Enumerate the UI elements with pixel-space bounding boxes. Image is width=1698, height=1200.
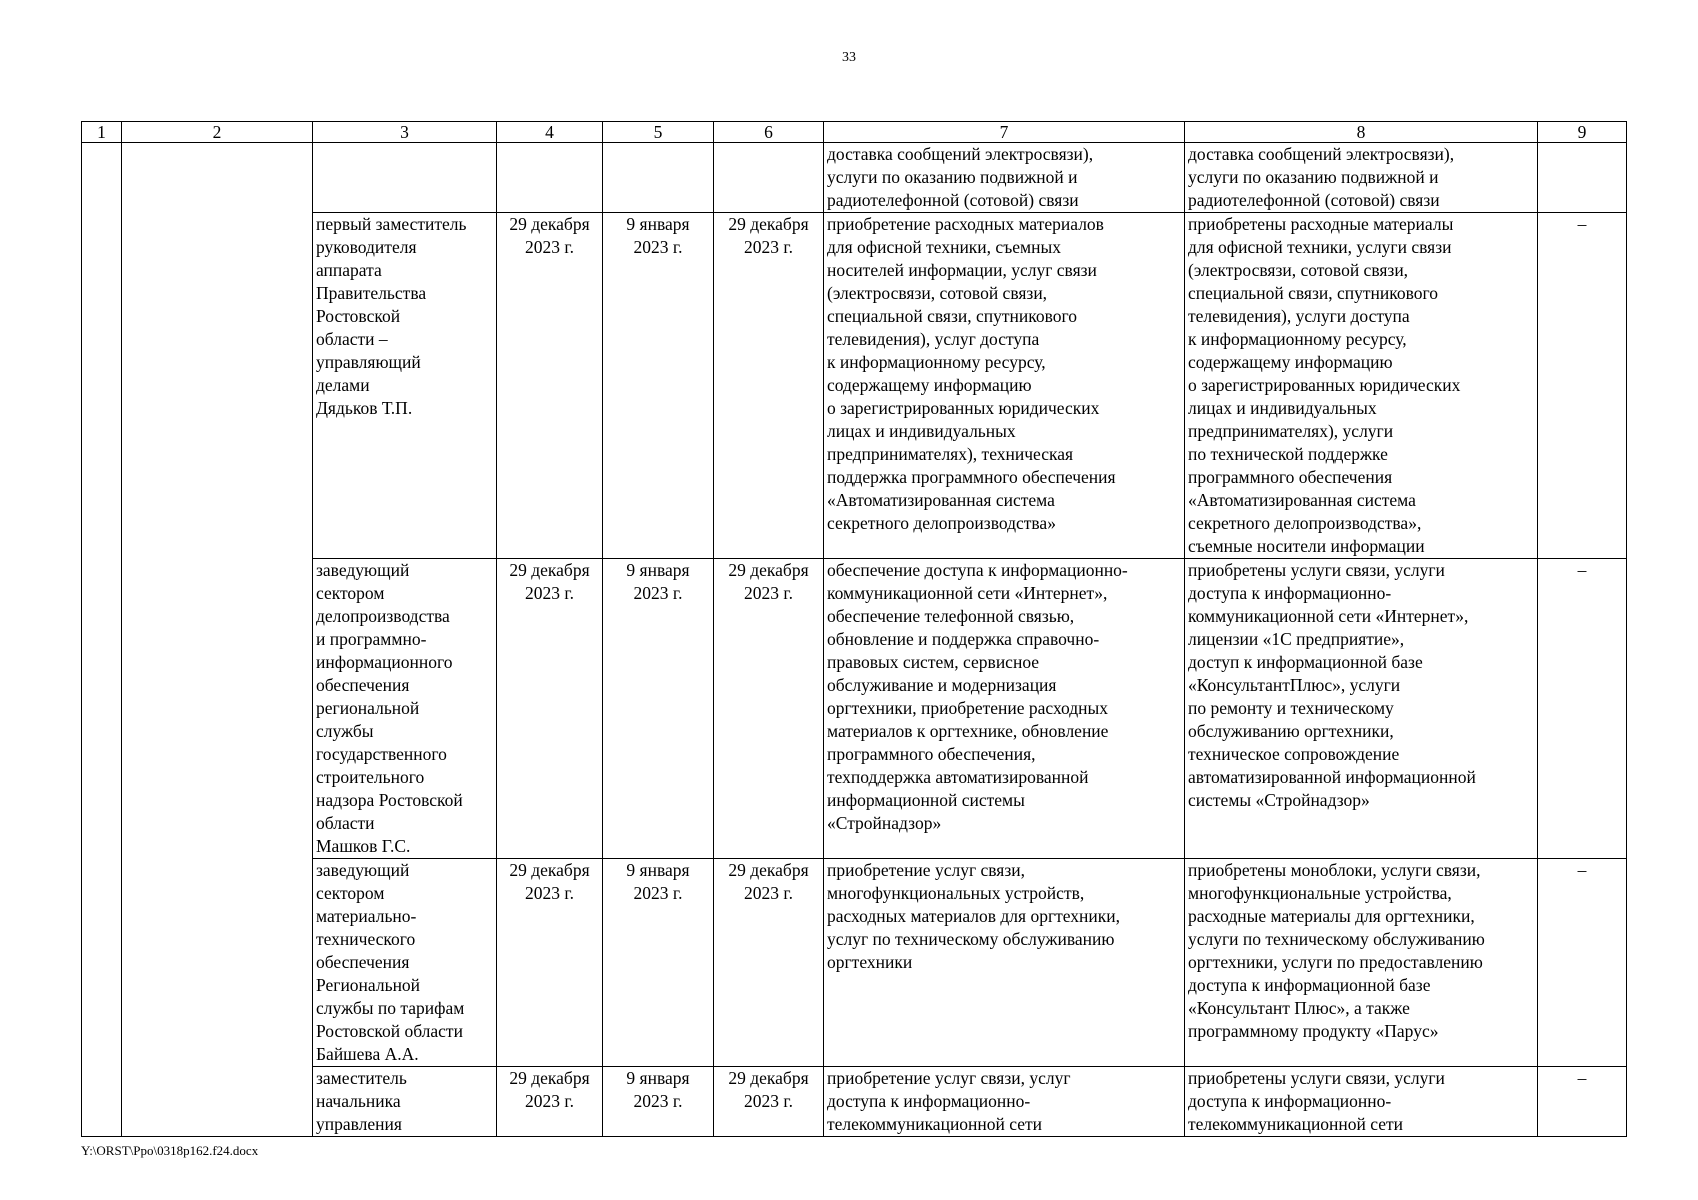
result-cell — [1185, 213, 1538, 559]
cell-text-line: управления — [316, 1114, 402, 1134]
note-cell: – — [1538, 859, 1627, 1067]
cell-text-line: 29 декабря — [509, 1068, 590, 1088]
cell-text-line: специальной связи, спутникового — [1188, 283, 1439, 303]
cell-text-line: обеспечения — [316, 952, 410, 972]
cell-text-line: многофункциональных устройств, — [827, 883, 1085, 903]
cell-text-line: 29 декабря — [728, 1068, 809, 1088]
cell-text-line: по технической поддержке — [1188, 444, 1388, 464]
cell-text-line: приобретены услуги связи, услуги — [1188, 560, 1445, 580]
cell-text-line: 29 декабря — [728, 214, 809, 234]
cell-text-line: обеспечения — [316, 675, 410, 695]
cell-text-line: телекоммуникационной сети — [827, 1114, 1043, 1134]
report-table — [81, 121, 1627, 1137]
cell-text-line: носителей информации, услуг связи — [827, 260, 1097, 280]
table-row — [82, 1067, 1627, 1137]
file-path-footer: Y:\ORST\Ppo\0318p162.f24.docx — [81, 1143, 259, 1158]
cell-text-line: приобретение услуг связи, услуг — [827, 1068, 1071, 1088]
cell-text-line: сектором — [316, 583, 385, 603]
cell-text-line: по ремонту и техническому — [1188, 698, 1394, 718]
cell-text-line: 2023 г. — [633, 883, 683, 903]
note-cell: – — [1538, 213, 1627, 559]
cell-text-line: приобретены услуги связи, услуги — [1188, 1068, 1445, 1088]
cell-text-line: для офисной техники, услуги связи — [1188, 237, 1452, 257]
official-cell — [313, 859, 497, 1067]
column-number: 9 — [1538, 122, 1627, 143]
cell-text-line: области — [316, 813, 375, 833]
cell-text-line: радиотелефонной (сотовой) связи — [827, 190, 1079, 210]
cell-text-line: оргтехники — [827, 952, 913, 972]
planned-measures-cell — [824, 559, 1185, 859]
column-number: 8 — [1185, 122, 1538, 143]
cell-text-line: службы — [316, 721, 374, 741]
cell-text-line: «Стройнадзор» — [827, 813, 942, 833]
cell-text-line: 9 января — [626, 214, 690, 234]
cell-text-line: информационного — [316, 652, 453, 672]
cell-text-line: доступа к информационно- — [1188, 583, 1392, 603]
cell-text-line: коммуникационной сети «Интернет», — [827, 583, 1108, 603]
cell-text-line: Машков Г.С. — [316, 836, 411, 856]
planned-measures-cell — [824, 1067, 1185, 1137]
column-number-row — [82, 122, 1627, 143]
cell-text-line: 2023 г. — [633, 1091, 683, 1111]
cell-text-line: области – — [316, 329, 388, 349]
cell-text-line: радиотелефонной (сотовой) связи — [1188, 190, 1440, 210]
note-cell: – — [1538, 1067, 1627, 1137]
cell-text-line: 2023 г. — [633, 237, 683, 257]
mid-date-cell — [603, 143, 714, 213]
planned-measures-cell — [824, 143, 1185, 213]
cell-text-line: программного обеспечения — [1188, 467, 1393, 487]
column-number: 6 — [714, 122, 824, 143]
cell-text-line: лицах и индивидуальных — [827, 421, 1016, 441]
cell-text-line: 2023 г. — [525, 1091, 574, 1111]
end-date-cell — [714, 1067, 824, 1137]
cell-text-line: услуги по техническому обслуживанию — [1188, 929, 1485, 949]
official-cell — [313, 1067, 497, 1137]
cell-text-line: услуг по техническому обслуживанию — [827, 929, 1115, 949]
cell-text-line: «КонсультантПлюс», услуги — [1188, 675, 1401, 695]
cell-text-line: Ростовской — [316, 306, 401, 326]
cell-text-line: лицах и индивидуальных — [1188, 398, 1377, 418]
cell-text-line: поддержка программного обеспечения — [827, 467, 1116, 487]
start-date-cell — [497, 143, 603, 213]
result-cell — [1185, 559, 1538, 859]
end-date-cell — [714, 559, 824, 859]
note-cell — [1538, 143, 1627, 213]
cell-text-line: 29 декабря — [509, 214, 590, 234]
cell-text-line: доставка сообщений электросвязи), — [1188, 144, 1455, 164]
planned-measures-cell — [824, 213, 1185, 559]
cell-text-line: к информационному ресурсу, — [827, 352, 1046, 372]
start-date-cell — [497, 213, 603, 559]
cell-text-line: к информационному ресурсу, — [1188, 329, 1407, 349]
cell-text-line: доступа к информационной базе — [1188, 975, 1431, 995]
cell-text-line: «Автоматизированная система — [827, 490, 1055, 510]
cell-text-line: 9 января — [626, 1068, 690, 1088]
start-date-cell — [497, 1067, 603, 1137]
cell-text-line: строительного — [316, 767, 425, 787]
column-2-merged-cell — [122, 143, 313, 1137]
cell-text-line: (электросвязи, сотовой связи, — [1188, 260, 1409, 280]
cell-text-line: предпринимателях), услуги — [1188, 421, 1394, 441]
cell-text-line: материалов к оргтехнике, обновление — [827, 721, 1109, 741]
cell-text-line: оргтехники, приобретение расходных — [827, 698, 1109, 718]
cell-text-line: 29 декабря — [509, 560, 590, 580]
cell-text-line: телевидения), услуг доступа — [827, 329, 1040, 349]
cell-text-line: Правительства — [316, 283, 427, 303]
cell-text-line: 29 декабря — [728, 860, 809, 880]
cell-text-line: техническое сопровождение — [1188, 744, 1400, 764]
cell-text-line: заведующий — [316, 860, 410, 880]
column-number: 4 — [497, 122, 603, 143]
cell-text-line: и программно- — [316, 629, 427, 649]
column-number: 7 — [824, 122, 1185, 143]
cell-text-line: 9 января — [626, 860, 690, 880]
cell-text-line: телевидения), услуги доступа — [1188, 306, 1410, 326]
cell-text-line: заместитель — [316, 1068, 407, 1088]
column-1-merged-cell — [82, 143, 122, 1137]
official-cell — [313, 143, 497, 213]
cell-text-line: Ростовской области — [316, 1021, 463, 1041]
cell-text-line: 2023 г. — [744, 883, 793, 903]
cell-text-line: «Консультант Плюс», а также — [1188, 998, 1410, 1018]
cell-text-line: обеспечение телефонной связью, — [827, 606, 1075, 626]
table-row — [82, 559, 1627, 859]
cell-text-line: содержащему информацию — [827, 375, 1032, 395]
cell-text-line: 2023 г. — [525, 237, 574, 257]
cell-text-line: первый заместитель — [316, 214, 467, 234]
cell-text-line: коммуникационной сети «Интернет», — [1188, 606, 1469, 626]
cell-text-line: приобретены расходные материалы — [1188, 214, 1454, 234]
cell-text-line: правовых систем, сервисное — [827, 652, 1040, 672]
cell-text-line: руководителя — [316, 237, 417, 257]
cell-text-line: лицензии «1С предприятие», — [1188, 629, 1405, 649]
table-row — [82, 859, 1627, 1067]
cell-text-line: Дядьков Т.П. — [316, 398, 413, 418]
cell-text-line: секретного делопроизводства» — [827, 513, 1056, 533]
cell-text-line: специальной связи, спутникового — [827, 306, 1078, 326]
cell-text-line: обновление и поддержка справочно- — [827, 629, 1100, 649]
mid-date-cell — [603, 213, 714, 559]
cell-text-line: сектором — [316, 883, 385, 903]
cell-text-line: расходные материалы для оргтехники, — [1188, 906, 1475, 926]
column-number: 3 — [313, 122, 497, 143]
cell-text-line: приобретены моноблоки, услуги связи, — [1188, 860, 1481, 880]
official-cell — [313, 213, 497, 559]
cell-text-line: приобретение расходных материалов — [827, 214, 1104, 234]
cell-text-line: содержащему информацию — [1188, 352, 1393, 372]
cell-text-line: программного обеспечения, — [827, 744, 1036, 764]
cell-text-line: доступа к информационно- — [1188, 1091, 1392, 1111]
cell-text-line: обеспечение доступа к информационно- — [827, 560, 1128, 580]
mid-date-cell — [603, 559, 714, 859]
column-number: 1 — [82, 122, 122, 143]
official-cell — [313, 559, 497, 859]
cell-text-line: делами — [316, 375, 370, 395]
cell-text-line: предпринимателях), техническая — [827, 444, 1074, 464]
cell-text-line: материально- — [316, 906, 417, 926]
cell-text-line: (электросвязи, сотовой связи, — [827, 283, 1048, 303]
cell-text-line: обслуживание и модернизация — [827, 675, 1057, 695]
result-cell — [1185, 1067, 1538, 1137]
cell-text-line: заведующий — [316, 560, 410, 580]
cell-text-line: доступа к информационно- — [827, 1091, 1031, 1111]
cell-text-line: о зарегистрированных юридических — [1188, 375, 1461, 395]
mid-date-cell — [603, 1067, 714, 1137]
cell-text-line: Байшева А.А. — [316, 1044, 419, 1064]
cell-text-line: автоматизированной информационной — [1188, 767, 1476, 787]
cell-text-line: о зарегистрированных юридических — [827, 398, 1100, 418]
cell-text-line: информационной системы — [827, 790, 1025, 810]
cell-text-line: секретного делопроизводства», — [1188, 513, 1422, 533]
cell-text-line: 2023 г. — [744, 237, 793, 257]
planned-measures-cell — [824, 859, 1185, 1067]
start-date-cell — [497, 559, 603, 859]
cell-text-line: аппарата — [316, 260, 382, 280]
cell-text-line: доставка сообщений электросвязи), — [827, 144, 1094, 164]
cell-text-line: 29 декабря — [728, 560, 809, 580]
end-date-cell — [714, 859, 824, 1067]
cell-text-line: 2023 г. — [525, 883, 574, 903]
cell-text-line: 2023 г. — [633, 583, 683, 603]
cell-text-line: управляющий — [316, 352, 421, 372]
cell-text-line: службы по тарифам — [316, 998, 465, 1018]
start-date-cell — [497, 859, 603, 1067]
cell-text-line: системы «Стройнадзор» — [1188, 790, 1370, 810]
cell-text-line: программному продукту «Парус» — [1188, 1021, 1439, 1041]
cell-text-line: 2023 г. — [744, 583, 793, 603]
result-cell — [1185, 859, 1538, 1067]
cell-text-line: 2023 г. — [744, 1091, 793, 1111]
cell-text-line: техподдержка автоматизированной — [827, 767, 1089, 787]
page-number: 33 — [842, 50, 856, 65]
end-date-cell — [714, 143, 824, 213]
cell-text-line: 9 января — [626, 560, 690, 580]
cell-text-line: доступ к информационной базе — [1188, 652, 1423, 672]
note-cell: – — [1538, 559, 1627, 859]
column-number: 5 — [603, 122, 714, 143]
cell-text-line: начальника — [316, 1091, 401, 1111]
cell-text-line: делопроизводства — [316, 606, 450, 626]
cell-text-line: приобретение услуг связи, — [827, 860, 1025, 880]
cell-text-line: обслуживанию оргтехники, — [1188, 721, 1394, 741]
cell-text-line: 29 декабря — [509, 860, 590, 880]
cell-text-line: государственного — [316, 744, 447, 764]
cell-text-line: надзора Ростовской — [316, 790, 463, 810]
cell-text-line: Региональной — [316, 975, 421, 995]
cell-text-line: «Автоматизированная система — [1188, 490, 1416, 510]
result-cell — [1185, 143, 1538, 213]
cell-text-line: региональной — [316, 698, 420, 718]
column-number: 2 — [122, 122, 313, 143]
cell-text-line: съемные носители информации — [1188, 536, 1425, 556]
table-row — [82, 143, 1627, 213]
cell-text-line: телекоммуникационной сети — [1188, 1114, 1404, 1134]
cell-text-line: 2023 г. — [525, 583, 574, 603]
cell-text-line: расходных материалов для оргтехники, — [827, 906, 1121, 926]
table-body — [82, 122, 1627, 1137]
cell-text-line: услуги по оказанию подвижной и — [827, 167, 1078, 187]
cell-text-line: многофункциональные устройства, — [1188, 883, 1452, 903]
cell-text-line: технического — [316, 929, 416, 949]
mid-date-cell — [603, 859, 714, 1067]
end-date-cell — [714, 213, 824, 559]
cell-text-line: для офисной техники, съемных — [827, 237, 1061, 257]
cell-text-line: оргтехники, услуги по предоставлению — [1188, 952, 1483, 972]
table-row — [82, 213, 1627, 559]
cell-text-line: услуги по оказанию подвижной и — [1188, 167, 1439, 187]
